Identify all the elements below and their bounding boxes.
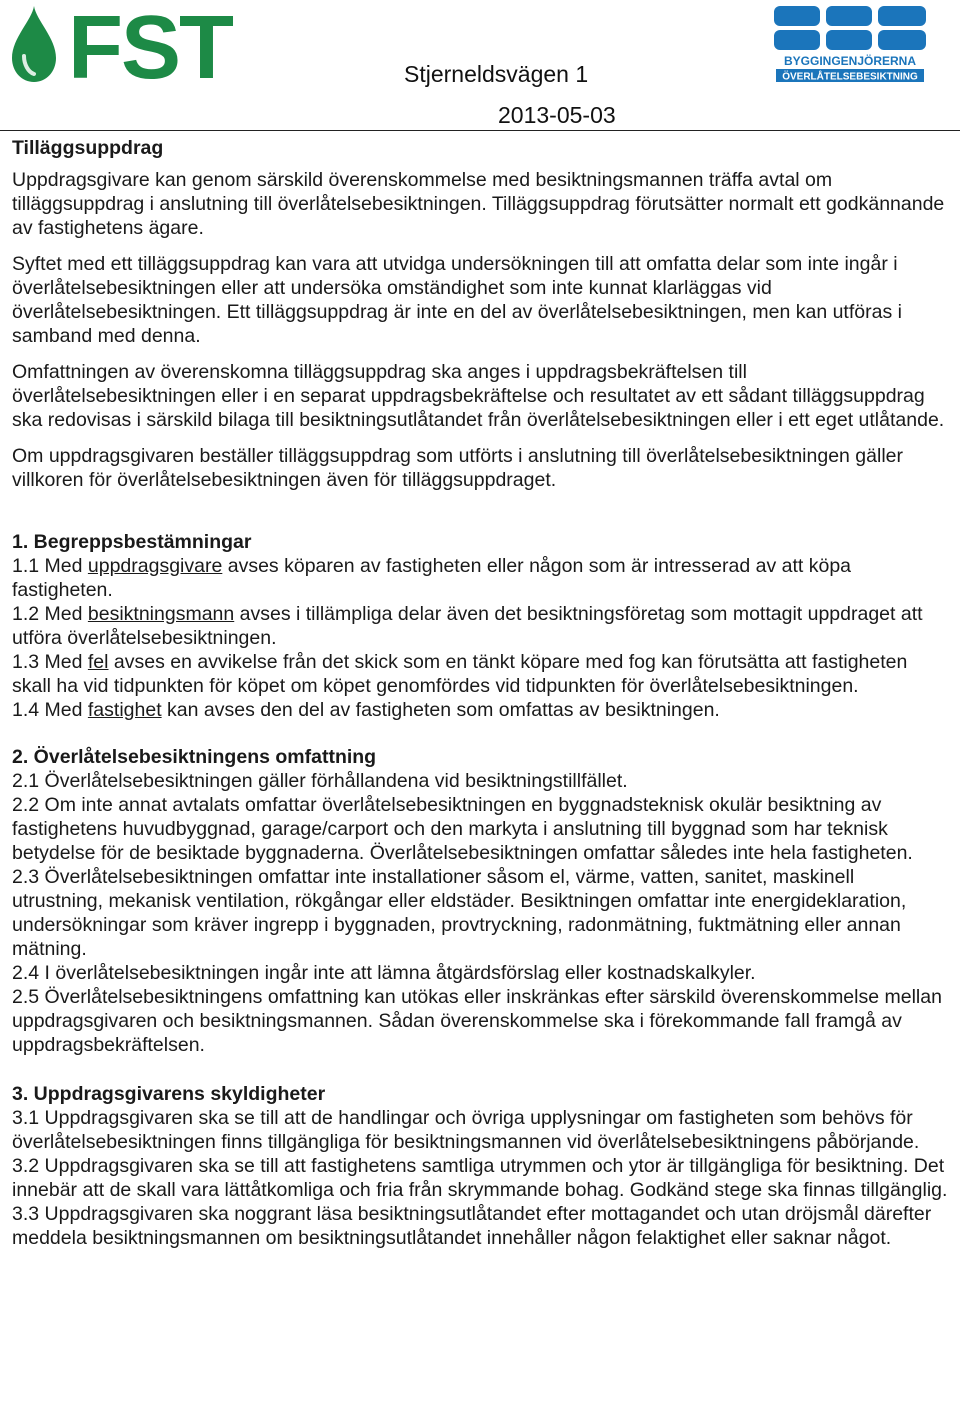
- tillagg-title: Tilläggsuppdrag: [12, 137, 164, 159]
- definition-term: uppdragsgivare: [87, 555, 223, 577]
- obligation-item: 3.3 Uppdragsgivaren ska noggrant läsa besiktningsutlåtandet efter mottagandet och utan dröjsmål därefter meddela besiktningsmannen om besiktningsutlåtandet innehåller någon felaktighet eller saknar något.: [12, 1203, 932, 1249]
- scope-item: 2.1 Överlåtelsebesiktningen gäller förhållandena vid besiktningstillfället.: [12, 770, 628, 792]
- obligation-item: 3.2 Uppdragsgivaren ska se till att fastighetens samtliga utrymmen och ytor är tillgängliga för besiktning. Det innebär att de skall vara lättåtkomliga och fria från skrymmande bohag. Godkänd stege ska finnas tillgänglig.: [12, 1155, 948, 1201]
- section-definitions: [12, 530, 948, 722]
- section-scope: [12, 745, 948, 1057]
- page-header: [0, 0, 960, 132]
- definition-text: kan avses den del av fastigheten som omfattas av besiktningen.: [161, 699, 720, 721]
- definition-prefix: 1.2 Med: [12, 603, 88, 625]
- section-title: 1. Begreppsbestämningar: [12, 531, 252, 553]
- document-body: [12, 134, 948, 1250]
- definition-text: avses köparen av fastigheten eller någon som är intresserad av att köpa fastigheten.: [12, 555, 852, 601]
- section-obligations: [12, 1082, 948, 1250]
- definition-item: [12, 602, 948, 650]
- definition-text: avses en avvikelse från det skick som en tänkt köpare med fog kan förutsätta att fastigheten skall ha vid tidpunkten för köpet om köpet genomfördes vid tidpunkten för överlåtelsebesiktningen.: [12, 651, 908, 697]
- tillagg-paragraph: Uppdragsgivare kan genom särskild överenskommelse med besiktningsmannen träffa avtal om tilläggsuppdrag i anslutning till överlåtelsebesiktningen. Tilläggsuppdrag förutsätter normalt ett godkännande av fastighetens ägare.: [12, 169, 945, 239]
- definition-term: fel: [87, 651, 109, 673]
- definition-term: besiktningsmann: [87, 603, 235, 625]
- section-title: 3. Uppdragsgivarens skyldigheter: [12, 1083, 326, 1105]
- scope-item: 2.3 Överlåtelsebesiktningen omfattar inte installationer såsom el, värme, vatten, sanitet, maskinell utrustning, mekanisk ventilation, rökgångar eller eldstäder. Besiktningen omfattar inte energideklaration, undersökningar som kräver ingrepp i byggnaden, provtryckning, radonmätning, fuktmätning eller annan mätning.: [12, 866, 907, 960]
- fst-logo-text: FST: [68, 2, 232, 84]
- obligation-item: 3.1 Uppdragsgivaren ska se till att de handlingar och övriga upplysningar om fastigheten som behövs för överlåtelsebesiktningen finns tillgängliga för besiktningsmannen vid överlåtelsebesiktningens påbörjande.: [12, 1107, 920, 1153]
- scope-item: 2.2 Om inte annat avtalats omfattar överlåtelsebesiktningen en byggnadsteknisk okulär besiktning av fastighetens huvudbyggnad, garage/carport och den markyta i anslutning till byggnad som har teknisk betydelse för de besiktade byggnaderna. Överlåtelsebesiktningen omfattar således inte hela fastigheten.: [12, 794, 913, 864]
- document-date: 2013-05-03: [498, 102, 616, 128]
- property-address: Stjerneldsvägen 1: [404, 61, 589, 87]
- sbr-logo-line2: ÖVERLÅTELSEBESIKTNING: [782, 71, 918, 83]
- tillagg-paragraph: Omfattningen av överenskomna tilläggsuppdrag ska anges i uppdragsbekräftelsen till överlåtelsebesiktningen eller i en separat uppdragsbekräftelse och resultatet av ett sådant tilläggsuppdrag ska redovisas i särskild bilaga till besiktningsutlåtandet från överlåtelsebesiktningen eller i ett eget utlåtande.: [12, 361, 945, 431]
- scope-item: 2.4 I överlåtelsebesiktningen ingår inte att lämna åtgärdsförslag eller kostnadskalkyler.: [12, 962, 756, 984]
- definition-prefix: 1.1 Med: [12, 555, 88, 577]
- definition-prefix: 1.4 Med: [12, 699, 88, 721]
- definition-prefix: 1.3 Med: [12, 651, 88, 673]
- section-title: 2. Överlåtelsebesiktningens omfattning: [12, 746, 377, 768]
- definition-item: [12, 554, 948, 602]
- definition-term: fastighet: [87, 699, 162, 721]
- definition-text: avses i tillämpliga delar även det besiktningsföretag som mottagit uppdraget att utföra överlåtelsebesiktningen.: [12, 603, 923, 649]
- tillagg-paragraph: Syftet med ett tilläggsuppdrag kan vara att utvidga undersökningen till att omfatta delar som inte ingår i överlåtelsebesiktningen eller att undersöka omständighet som inte kunnat klarläggas vid överlåtelsebesiktningen. Ett tilläggsuppdrag är inte en del av överlåtelsebesiktningen, men kan utföras i samband med denna.: [12, 253, 902, 347]
- definition-item: [12, 650, 948, 698]
- sbr-logo-line1: BYGGINGENJÖRERNA: [783, 54, 917, 68]
- scope-item: 2.5 Överlåtelsebesiktningens omfattning kan utökas eller inskränkas efter särskild överenskommelse mellan uppdragsgivaren och besiktningsmannen. Sådan överenskommelse ska i förekommande fall framgå av uppdragsbekräftelsen.: [12, 986, 942, 1056]
- tillagg-paragraph: Om uppdragsgivaren beställer tilläggsuppdrag som utförts i anslutning till överlåtelsebesiktningen gäller villkoren för överlåtelsebesiktningen även för tilläggsuppdraget.: [12, 445, 903, 491]
- header-divider: [0, 130, 960, 131]
- fst-logo: [4, 2, 274, 84]
- definition-item: [12, 698, 948, 722]
- tillagg-section: [12, 136, 948, 492]
- sbr-logo: [774, 6, 926, 84]
